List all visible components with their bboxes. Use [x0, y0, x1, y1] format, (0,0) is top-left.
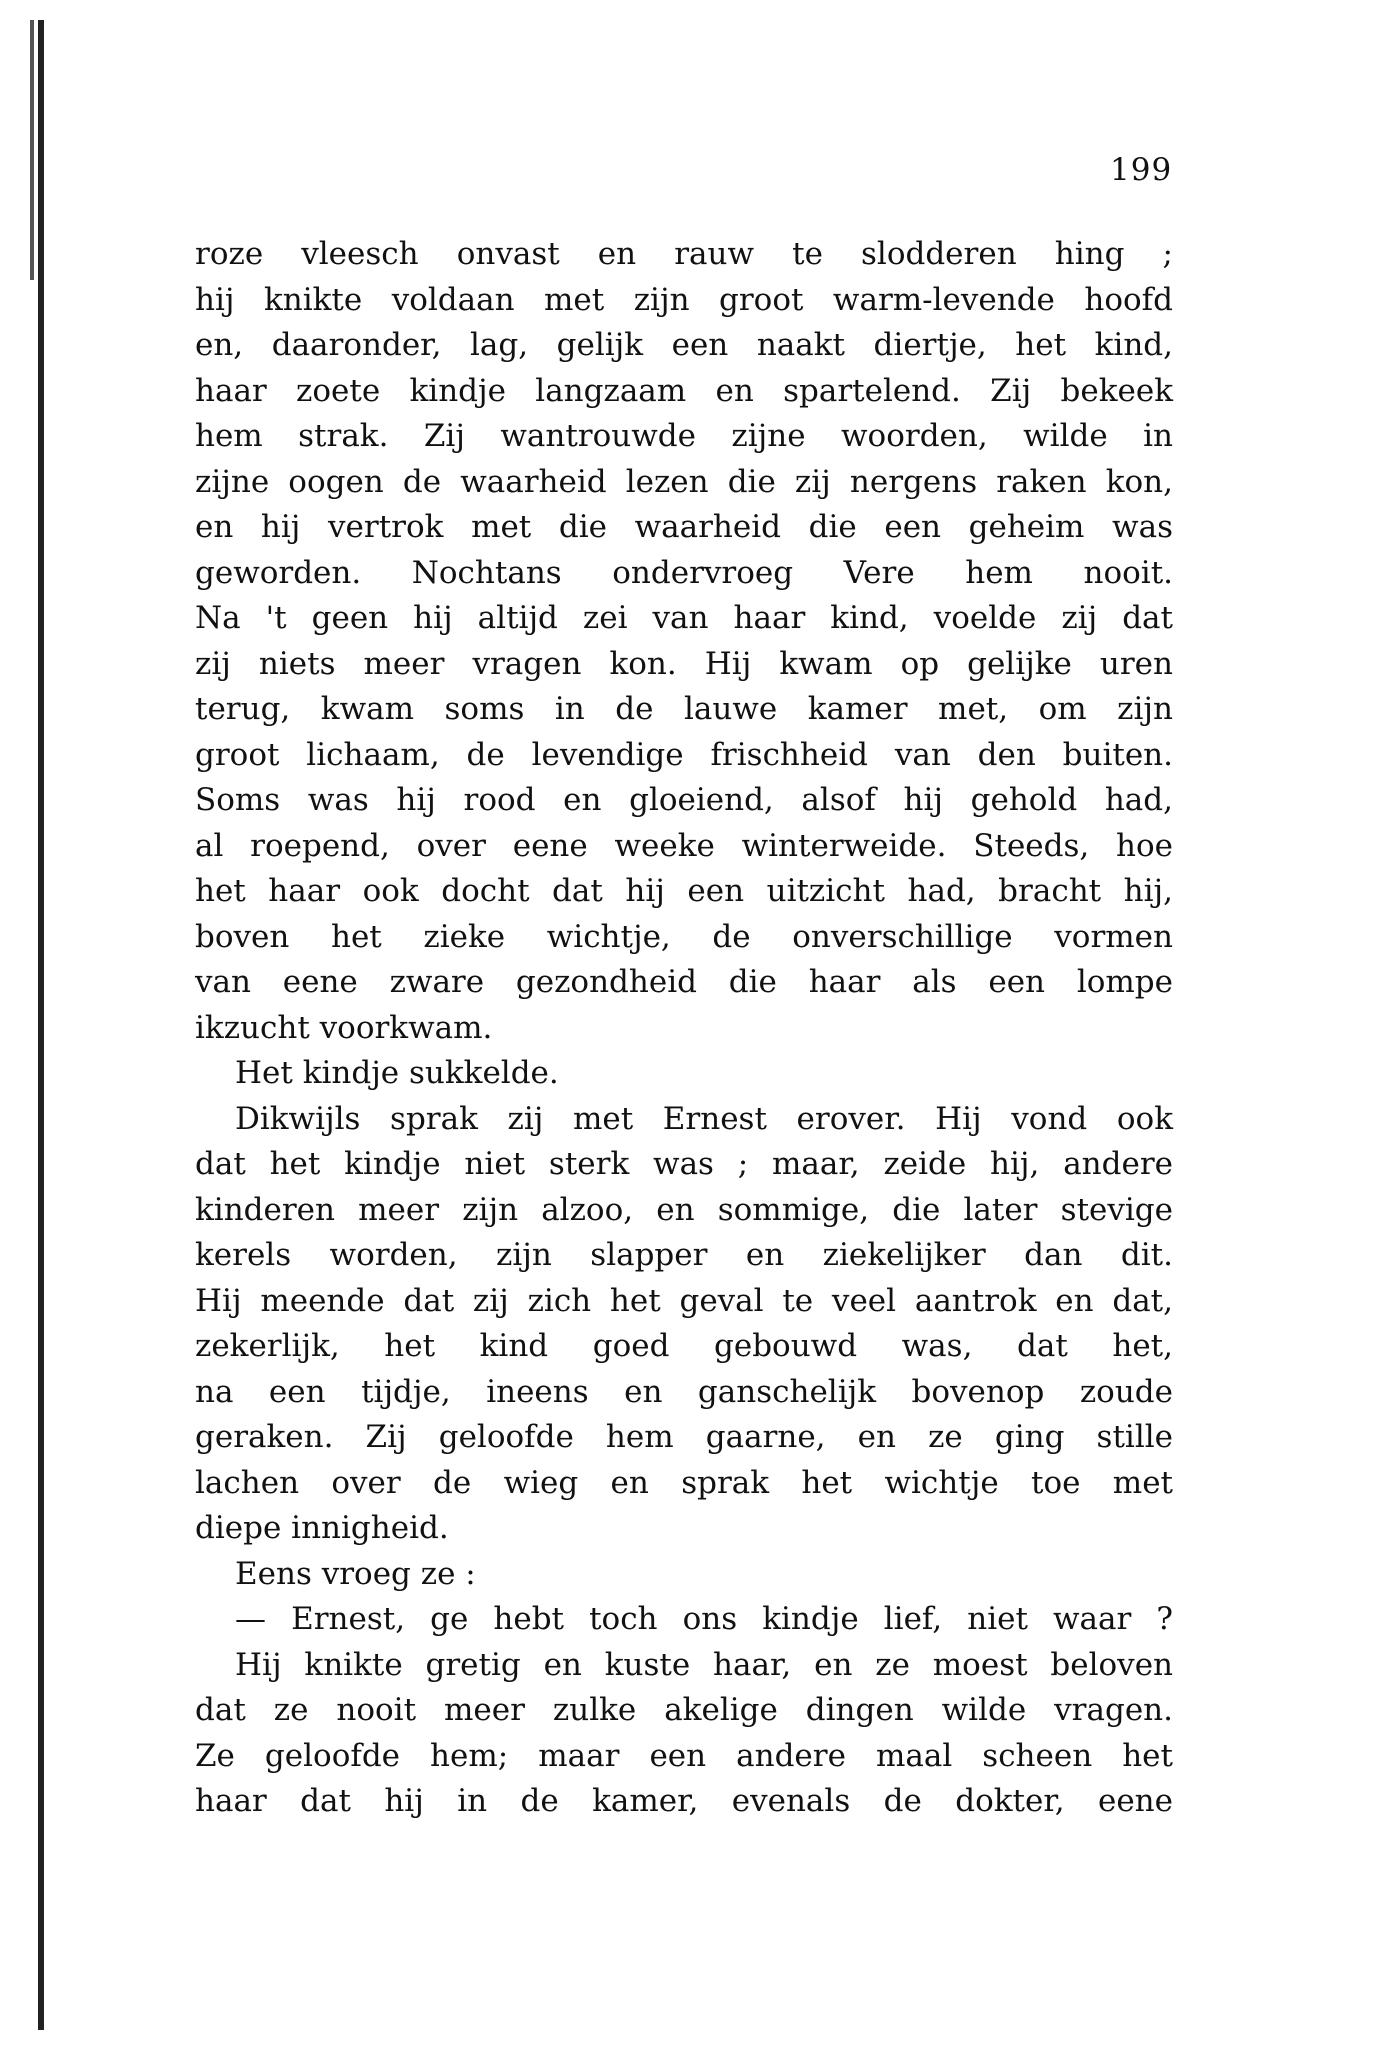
text-line: zij niets meer vragen kon. Hij kwam op gelijke uren [195, 645, 1173, 682]
text-line: groot lichaam, de levendige frischheid van den buiten. [195, 736, 1173, 773]
text-line: geraken. Zij geloofde hem gaarne, en ze ging stille [195, 1419, 1173, 1455]
text-line: dat ze nooit meer zulke akelige dingen wilde vragen. [195, 1692, 1173, 1728]
text-line: dat het kindje niet sterk was ; maar, zeide hij, andere [195, 1146, 1173, 1182]
text-line: kerels worden, zijn slapper en ziekelijker dan dit. [195, 1237, 1173, 1273]
text-line: boven het zieke wichtje, de onverschillige vormen [195, 918, 1173, 955]
text-line: — Ernest, ge hebt toch ons kindje lief, niet waar ? [235, 1601, 1173, 1637]
text-line: Na 't geen hij altijd zei van haar kind, voelde zij dat [195, 600, 1173, 636]
text-line: diepe innigheid. [195, 1510, 449, 1546]
text-line: zekerlijk, het kind goed gebouwd was, dat het, [195, 1328, 1173, 1364]
text-line: Eens vroeg ze : [235, 1555, 476, 1592]
text-line: terug, kwam soms in de lauwe kamer met, om zijn [195, 691, 1173, 727]
page-number: 199 [1110, 152, 1173, 188]
text-line: lachen over de wieg en sprak het wichtje toe met [195, 1464, 1173, 1501]
text-line: hem strak. Zij wantrouwde zijne woorden, wilde in [195, 418, 1173, 454]
text-line: haar zoete kindje langzaam en spartelend. Zij bekeek [195, 372, 1173, 409]
text-line: en hij vertrok met die waarheid die een geheim was [195, 509, 1173, 545]
text-line: Ze geloofde hem; maar een andere maal scheen het [195, 1737, 1173, 1774]
text-line: Dikwijls sprak zij met Ernest erover. Hij vond ook [235, 1100, 1173, 1137]
text-line: zijne oogen de waarheid lezen die zij nergens raken kon, [195, 463, 1173, 500]
scan-binding-edge [38, 20, 44, 2030]
text-line: Soms was hij rood en gloeiend, alsof hij gehold had, [195, 782, 1173, 818]
text-line: ikzucht voorkwam. [195, 1009, 493, 1046]
text-line: kinderen meer zijn alzoo, en sommige, die later stevige [195, 1191, 1173, 1228]
text-line: haar dat hij in de kamer, evenals de dokter, eene [195, 1783, 1173, 1819]
text-line: Hij meende dat zij zich het geval te veel aantrok en dat, [195, 1282, 1173, 1319]
text-line: hij knikte voldaan met zijn groot warm-levende hoofd [195, 281, 1173, 318]
text-line: geworden. Nochtans ondervroeg Vere hem nooit. [195, 554, 1173, 591]
text-line: en, daaronder, lag, gelijk een naakt diertje, het kind, [195, 327, 1173, 363]
text-line: van eene zware gezondheid die haar als een lompe [195, 964, 1173, 1000]
text-line: Hij knikte gretig en kuste haar, en ze moest beloven [235, 1646, 1173, 1683]
text-line: al roepend, over eene weeke winterweide. Steeds, hoe [195, 827, 1173, 864]
text-line: roze vleesch onvast en rauw te slodderen hing ; [195, 236, 1173, 272]
text-line: na een tijdje, ineens en ganschelijk bovenop zoude [195, 1373, 1173, 1410]
scan-binding-shadow [30, 20, 34, 280]
body-text [195, 232, 1173, 1825]
text-line: het haar ook docht dat hij een uitzicht had, bracht hij, [195, 873, 1173, 909]
text-line: Het kindje sukkelde. [235, 1055, 559, 1091]
